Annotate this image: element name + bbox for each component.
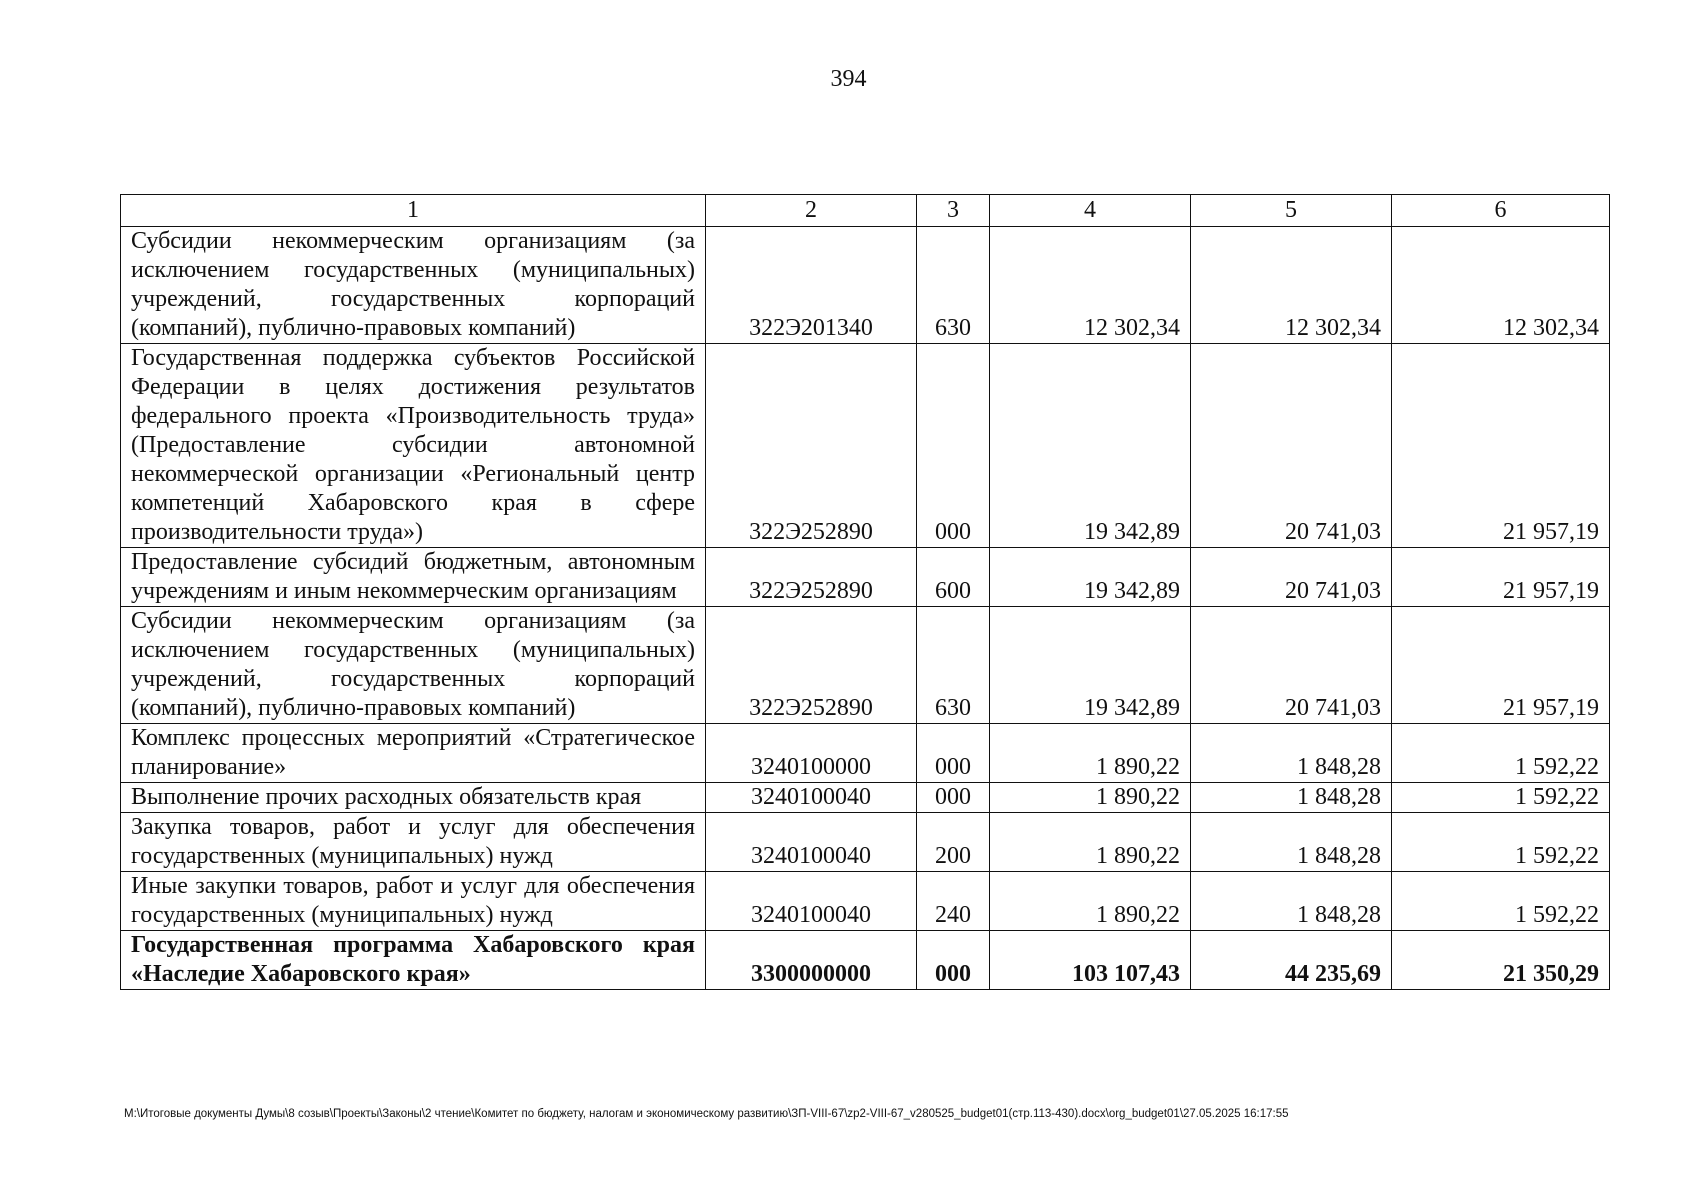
row-kvr: 000	[917, 344, 990, 548]
header-col-1: 1	[121, 195, 706, 227]
row-kvr: 630	[917, 607, 990, 724]
row-code: 322Э252890	[706, 607, 917, 724]
row-code: 3240100040	[706, 872, 917, 931]
page-number: 394	[830, 66, 867, 92]
table-row	[121, 227, 1610, 344]
row-value-2: 1 848,28	[1191, 783, 1392, 813]
row-value-2: 44 235,69	[1191, 931, 1392, 990]
header-col-6: 6	[1392, 195, 1610, 227]
row-value-3: 21 957,19	[1392, 344, 1610, 548]
row-value-3: 21 957,19	[1392, 548, 1610, 607]
row-value-1: 1 890,22	[990, 872, 1191, 931]
row-value-3: 1 592,22	[1392, 872, 1610, 931]
budget-table	[120, 194, 1610, 990]
row-value-2: 20 741,03	[1191, 607, 1392, 724]
table-row	[121, 813, 1610, 872]
row-name: Государственная программа Хабаровского края «Наследие Хабаровского края»	[121, 931, 706, 990]
table-row	[121, 344, 1610, 548]
row-value-2: 1 848,28	[1191, 813, 1392, 872]
table-header-row	[121, 195, 1610, 227]
row-value-1: 19 342,89	[990, 607, 1191, 724]
row-value-2: 1 848,28	[1191, 724, 1392, 783]
row-name: Выполнение прочих расходных обязательств края	[121, 783, 706, 813]
row-value-3: 1 592,22	[1392, 783, 1610, 813]
header-col-5: 5	[1191, 195, 1392, 227]
row-value-2: 12 302,34	[1191, 227, 1392, 344]
header-col-4: 4	[990, 195, 1191, 227]
row-value-2: 20 741,03	[1191, 344, 1392, 548]
row-code: 3240100040	[706, 813, 917, 872]
row-kvr: 000	[917, 783, 990, 813]
row-kvr: 000	[917, 931, 990, 990]
total-row	[121, 931, 1610, 990]
table-row	[121, 783, 1610, 813]
row-code: 3240100000	[706, 724, 917, 783]
header-col-2: 2	[706, 195, 917, 227]
row-value-2: 1 848,28	[1191, 872, 1392, 931]
row-kvr: 600	[917, 548, 990, 607]
row-code: 3300000000	[706, 931, 917, 990]
row-code: 322Э252890	[706, 548, 917, 607]
row-code: 3240100040	[706, 783, 917, 813]
table-row	[121, 607, 1610, 724]
row-name: Предоставление субсидий бюджетным, автономным учреждениям и иным некоммерческим организациям	[121, 548, 706, 607]
table-row	[121, 548, 1610, 607]
row-value-1: 103 107,43	[990, 931, 1191, 990]
row-value-3: 12 302,34	[1392, 227, 1610, 344]
row-kvr: 200	[917, 813, 990, 872]
row-kvr: 630	[917, 227, 990, 344]
row-value-3: 21 957,19	[1392, 607, 1610, 724]
table-row	[121, 724, 1610, 783]
row-value-1: 12 302,34	[990, 227, 1191, 344]
row-value-1: 19 342,89	[990, 548, 1191, 607]
row-name: Комплекс процессных мероприятий «Стратегическое планирование»	[121, 724, 706, 783]
row-value-1: 1 890,22	[990, 813, 1191, 872]
row-name: Закупка товаров, работ и услуг для обеспечения государственных (муниципальных) нужд	[121, 813, 706, 872]
row-name: Субсидии некоммерческим организациям (за исключением государственных (муниципальных) учреждений, государственных корпораций (компаний), публично-правовых компаний)	[121, 607, 706, 724]
row-value-2: 20 741,03	[1191, 548, 1392, 607]
row-value-1: 1 890,22	[990, 724, 1191, 783]
table-row	[121, 872, 1610, 931]
row-value-1: 1 890,22	[990, 783, 1191, 813]
row-name: Субсидии некоммерческим организациям (за исключением государственных (муниципальных) учреждений, государственных корпораций (компаний), публично-правовых компаний)	[121, 227, 706, 344]
row-name: Иные закупки товаров, работ и услуг для обеспечения государственных (муниципальных) нужд	[121, 872, 706, 931]
file-path-footer: M:\Итоговые документы Думы\8 созыв\Проекты\Законы\2 чтение\Комитет по бюджету, налогам и экономическому развитию\ЗП-VIII-67\zp2-VIII-67_v280525_budget01(стр.113-430).docx\org_budget01\27.05.2025 16:17:55	[124, 1108, 1289, 1120]
row-kvr: 240	[917, 872, 990, 931]
row-kvr: 000	[917, 724, 990, 783]
row-value-3: 1 592,22	[1392, 813, 1610, 872]
row-code: 322Э201340	[706, 227, 917, 344]
row-code: 322Э252890	[706, 344, 917, 548]
row-value-1: 19 342,89	[990, 344, 1191, 548]
header-col-3: 3	[917, 195, 990, 227]
row-name: Государственная поддержка субъектов Российской Федерации в целях достижения результатов федерального проекта «Производительность труда» (Предоставление субсидии автономной некоммерческой организации «Региональный центр компетенций Хабаровского края в сфере производительности труда»)	[121, 344, 706, 548]
row-value-3: 1 592,22	[1392, 724, 1610, 783]
row-value-3: 21 350,29	[1392, 931, 1610, 990]
